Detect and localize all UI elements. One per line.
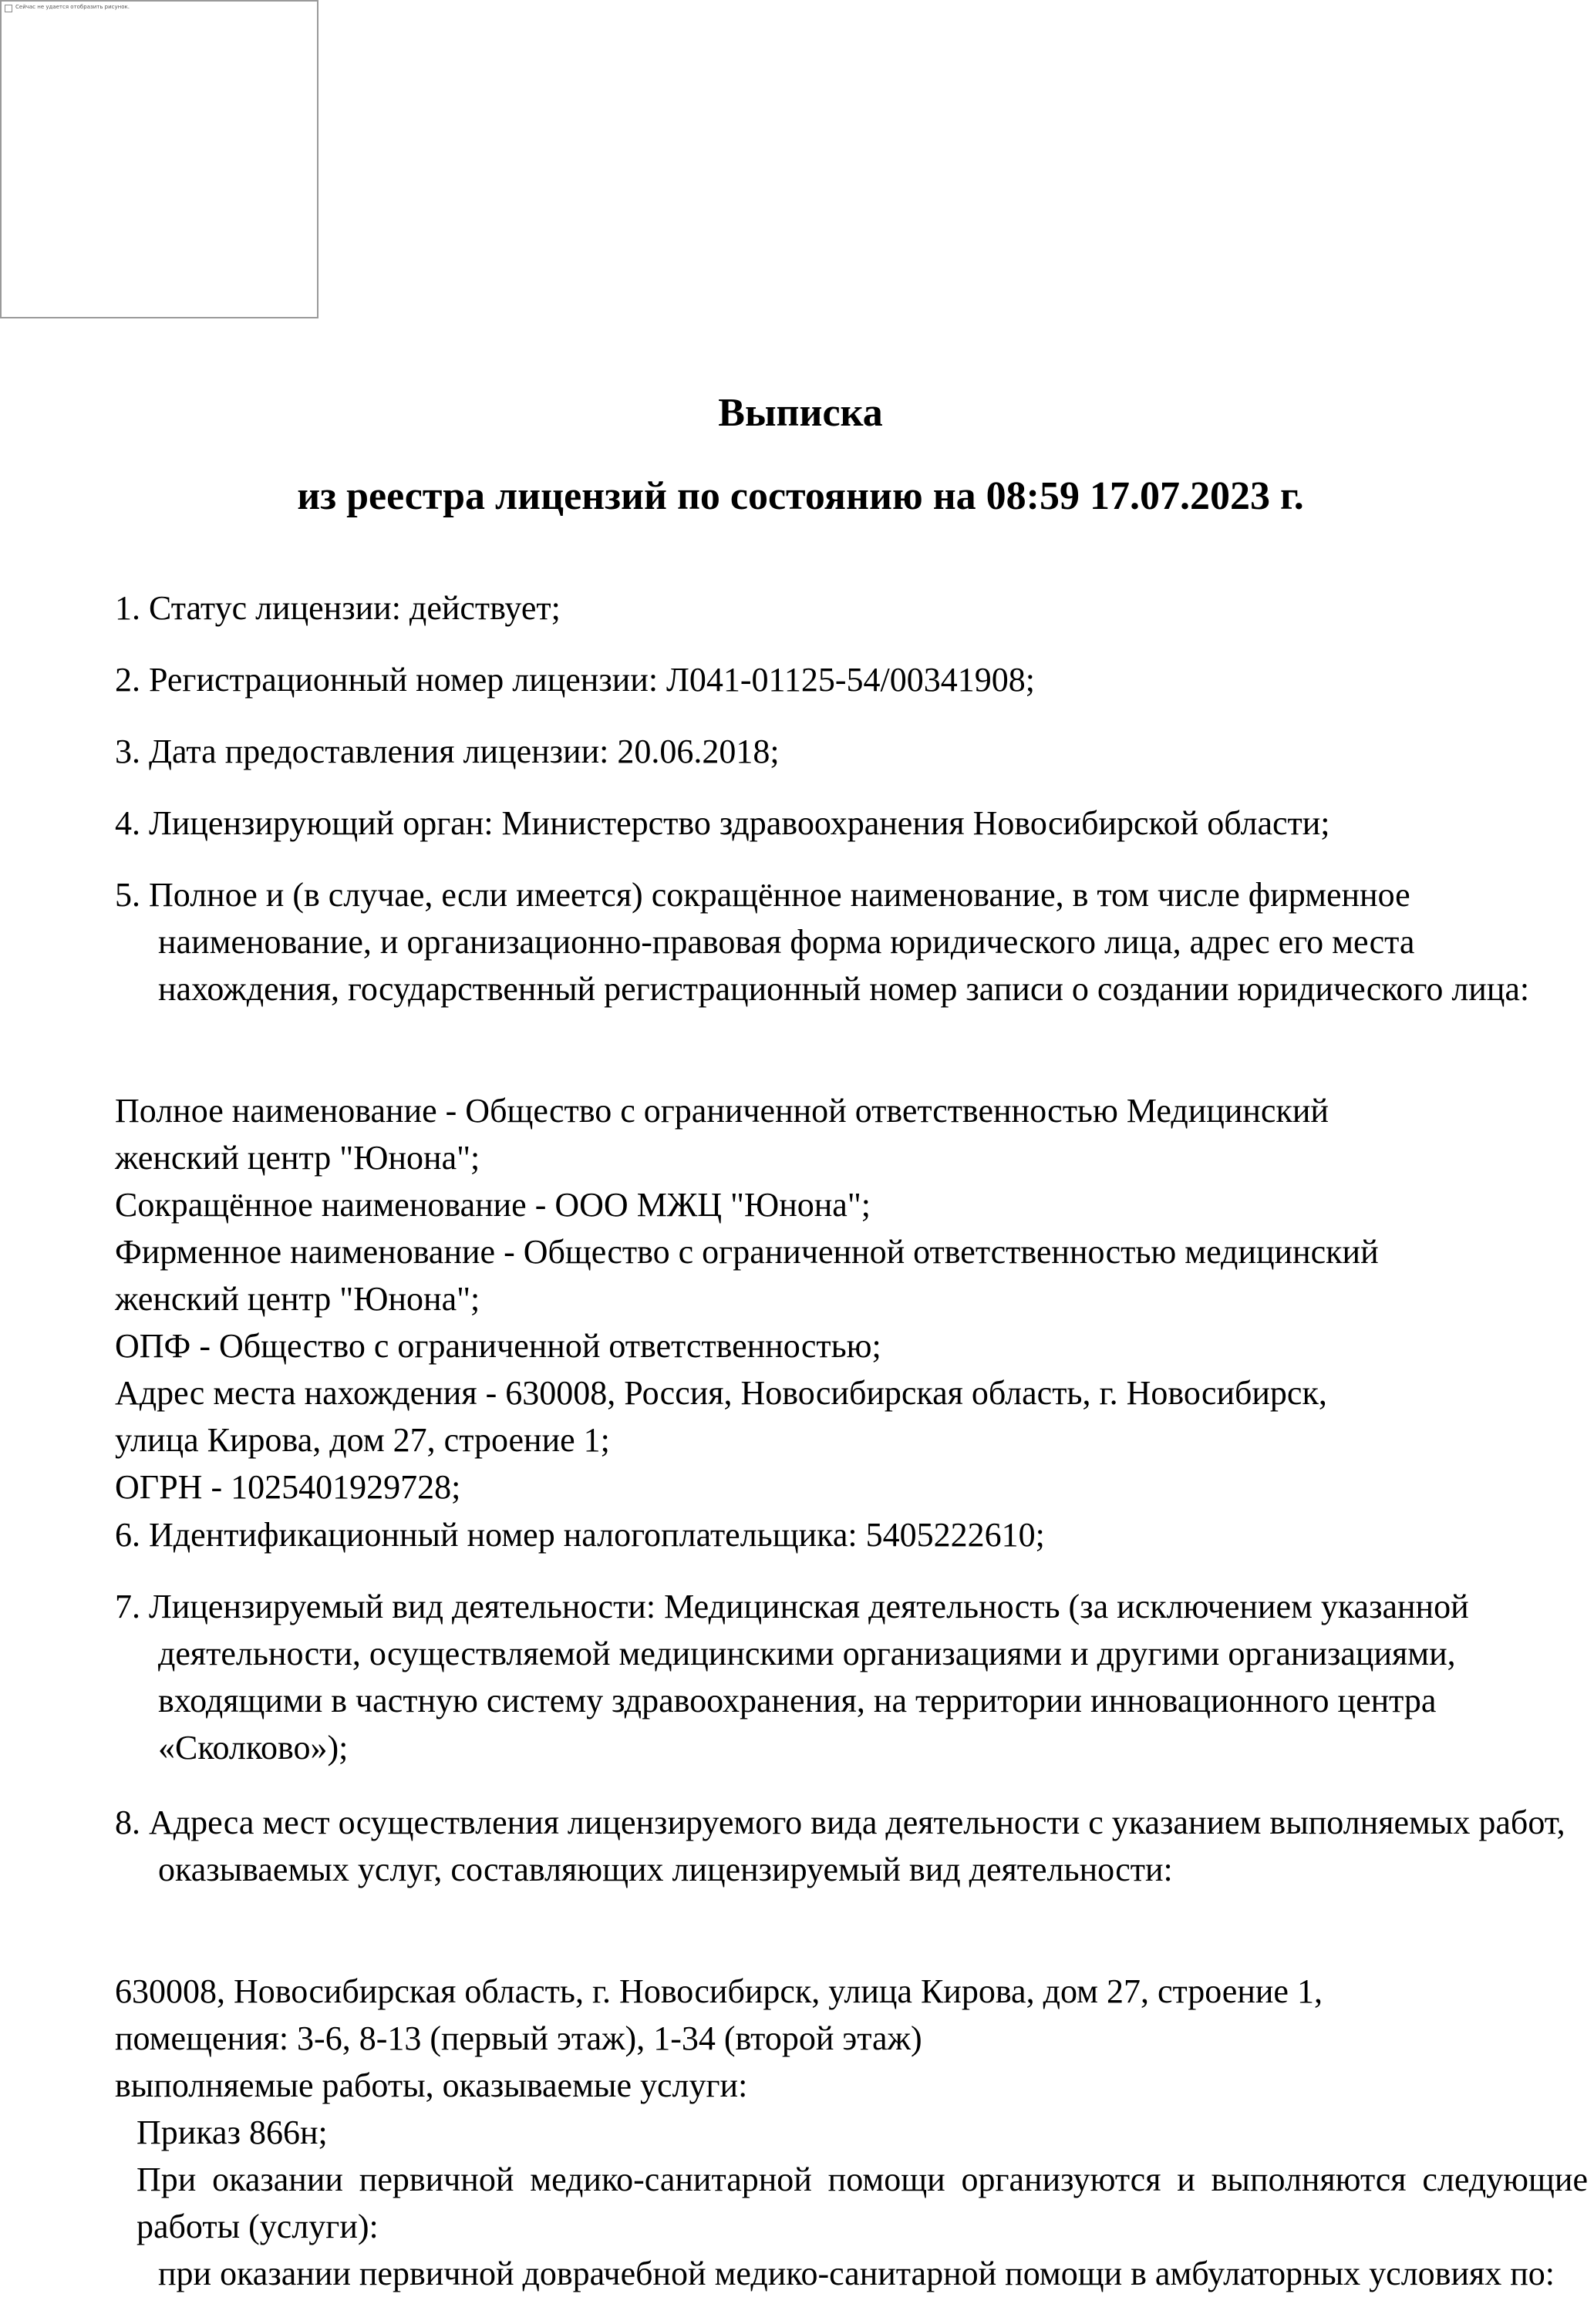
works-label: выполняемые работы, оказываемые услуги: — [115, 2066, 748, 2104]
location-address-line: 630008, Новосибирская область, г. Новосибирск, улица Кирова, дом 27, строение 1, — [115, 1972, 1323, 2010]
brand-name-line: женский центр "Юнона"; — [115, 1280, 480, 1318]
license-registration-number: 2. Регистрационный номер лицензии: Л041-01125-54/00341908; — [115, 661, 1036, 699]
activity-location — [115, 1968, 1594, 2109]
order-reference: Приказ 866н; — [136, 2113, 328, 2151]
legal-form-line: ОПФ - Общество с ограниченной ответственностью; — [115, 1327, 881, 1365]
address-line: Адрес места нахождения - 630008, Россия, Новосибирская область, г. Новосибирск, — [115, 1374, 1327, 1412]
short-name-line: Сокращённое наименование - ООО МЖЦ "Юнона"; — [115, 1186, 871, 1224]
document-title: Выписка — [718, 391, 883, 435]
entity-details-heading: 5. Полное и (в случае, если имеется) сокращённое наименование, в том числе фирменное наименование, и организационно-правовая форма юридического лица, адрес его места нахождения, государственный регистрационный номер записи о создании юридического лица: — [115, 876, 1530, 1008]
address-line: улица Кирова, дом 27, строение 1; — [115, 1421, 610, 1459]
license-status: 1. Статус лицензии: действует; — [115, 589, 561, 627]
license-issue-date: 3. Дата предоставления лицензии: 20.06.2018; — [115, 733, 780, 770]
brand-name-line: Фирменное наименование - Общество с ограниченной ответственностью медицинский — [115, 1233, 1379, 1271]
licensing-authority: 4. Лицензирующий орган: Министерство здравоохранения Новосибирской области; — [115, 804, 1330, 842]
full-name-line: женский центр "Юнона"; — [115, 1139, 480, 1177]
broken-image-placeholder — [0, 0, 318, 318]
primary-care-services: При оказании первичной медико-санитарной помощи организуются и выполняются следующие работы (услуги): — [136, 2161, 1588, 2245]
document-subtitle: из реестра лицензий по состоянию на 08:59 17.07.2023 г. — [297, 474, 1304, 518]
activity-addresses-heading: 8. Адреса мест осуществления лицензируемого вида деятельности с указанием выполняемых работ, оказываемых услуг, составляющих лицензируемый вид деятельности: — [115, 1804, 1565, 1888]
full-name-line: Полное наименование - Общество с ограниченной ответственностью Медицинский — [115, 1092, 1329, 1130]
pre-doctor-care-services: при оказании первичной доврачебной медико-санитарной помощи в амбулаторных условиях по: — [158, 2255, 1555, 2292]
location-address-line: помещения: 3-6, 8-13 (первый этаж), 1-34 (второй этаж) — [115, 2019, 922, 2057]
entity-details — [115, 1087, 1594, 1511]
broken-image-icon — [5, 5, 12, 12]
ogrn-line: ОГРН - 1025401929728; — [115, 1468, 461, 1506]
licensed-activity: 7. Лицензируемый вид деятельности: Медицинская деятельность (за исключением указанной деятельности, осуществляемой медицинскими организациями и другими организациями, входящими в частную систему здравоохранения, на территории инновационного центра «Сколково»); — [115, 1588, 1469, 1767]
image-alt-text: Сейчас не удается отобразить рисунок. — [15, 4, 130, 10]
taxpayer-id: 6. Идентификационный номер налогоплательщика: 5405222610; — [115, 1516, 1045, 1554]
